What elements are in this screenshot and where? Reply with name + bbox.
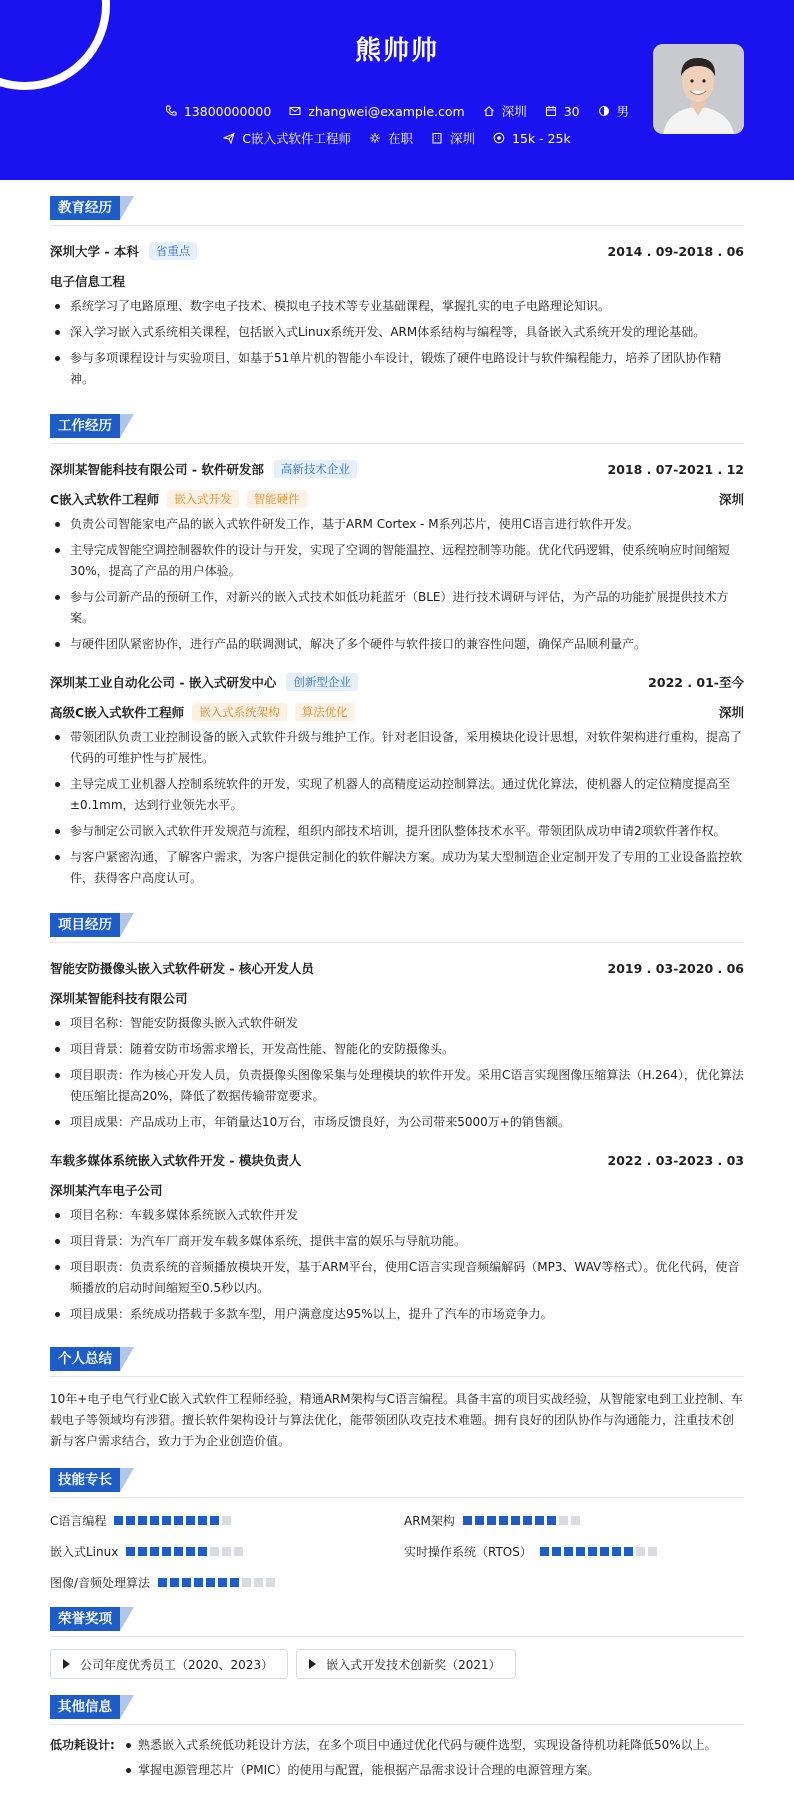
education-section (50, 196, 744, 390)
play-icon (63, 1659, 70, 1669)
award-item (50, 1649, 288, 1679)
skill-item (404, 1543, 744, 1560)
skill-level-filled (487, 1516, 496, 1525)
skill-item (50, 1512, 404, 1529)
company-tag: 高新技术企业 (274, 460, 357, 478)
skill-item (50, 1574, 404, 1591)
money-icon (493, 132, 505, 144)
list-item: 项目背景：为汽车厂商开发车载多媒体系统，提供丰富的娱乐与导航功能。 (50, 1231, 744, 1252)
list-item: 项目职责：负责系统的音频播放模块开发，基于ARM平台，使用C语言实现音频编解码（MP3、WAV等格式）。优化代码，使音频播放的启动时间缩短至0.5秒以内。 (50, 1257, 744, 1299)
list-item: 主导完成智能空调控制器软件的设计与开发，实现了空调的智能温控、远程控制等功能。优化代码逻辑，使系统响应时间缩短30%，提高了产品的用户体验。 (50, 540, 744, 582)
list-item: 与硬件团队紧密协作，进行产品的联调测试，解决了多个硬件与软件接口的兼容性问题，确保产品顺利量产。 (50, 634, 744, 655)
project-bullets (50, 1205, 744, 1325)
send-icon (223, 132, 235, 144)
school-tag: 省重点 (149, 242, 198, 260)
skill-level-filled (162, 1516, 171, 1525)
salary-item (493, 129, 571, 147)
skill-level-filled (576, 1547, 585, 1556)
education-major-row (50, 272, 744, 290)
skills-section (50, 1468, 744, 1591)
list-item: 项目职责：作为核心开发人员，负责摄像头图像采集与处理模块的软件开发。采用C语言实现图像压缩算法（H.264），优化算法使压缩比提高20%，降低了数据传输带宽要求。 (50, 1065, 744, 1107)
status-text: 在职 (387, 131, 413, 146)
project-bullets (50, 1013, 744, 1133)
skill-item (50, 1543, 404, 1560)
skill-name: C语言编程 (50, 1514, 107, 1528)
section-label: 项目经历 (50, 913, 120, 937)
skill-level-filled (564, 1547, 573, 1556)
work-city: 深圳 (718, 492, 744, 507)
email-item (289, 102, 464, 120)
salary-text: 15k - 25k (512, 130, 571, 146)
education-date: 2014 . 09-2018 . 06 (607, 243, 744, 259)
skill-level-filled (535, 1516, 544, 1525)
list-item: 项目背景：随着安防市场需求增长，开发高性能、智能化的安防摄像头。 (50, 1039, 744, 1060)
project-company: 深圳某智能科技有限公司 (50, 991, 188, 1006)
skill-name: 嵌入式Linux (50, 1545, 119, 1559)
project-entry-head (50, 1151, 744, 1169)
section-title-awards (50, 1607, 744, 1631)
work-bullets (50, 514, 744, 655)
school-name: 深圳大学 - 本科 (50, 244, 139, 259)
skill-level-filled (174, 1547, 183, 1556)
work-section (50, 414, 744, 889)
skill-level-empty (254, 1578, 263, 1587)
candidate-name: 熊帅帅 (354, 36, 439, 66)
work-bullets (50, 727, 744, 889)
skill-level-filled (186, 1516, 195, 1525)
skill-level-empty (636, 1547, 645, 1556)
phone-icon (165, 105, 177, 117)
skill-level-filled (499, 1516, 508, 1525)
award-text: 公司年度优秀员工（2020、2023） (80, 1657, 274, 1672)
skill-level-bar (158, 1578, 275, 1587)
skill-level-filled (150, 1516, 159, 1525)
skill-level-empty (559, 1516, 568, 1525)
skill-level-empty (222, 1547, 231, 1556)
award-text: 嵌入式开发技术创新奖（2021） (326, 1657, 501, 1672)
section-title-education (50, 196, 744, 220)
job-title: 高级C嵌入式软件工程师 (50, 705, 185, 720)
skill-level-filled (170, 1578, 179, 1587)
section-label: 其他信息 (50, 1695, 120, 1719)
section-title-work (50, 414, 744, 438)
work-title-row (50, 490, 744, 508)
other-key: 低功耗设计: (50, 1738, 115, 1752)
work-entry-head (50, 673, 744, 691)
skill-level-empty (210, 1547, 219, 1556)
skill-level-filled (162, 1547, 171, 1556)
section-label: 荣誉奖项 (50, 1607, 120, 1631)
skill-level-filled (174, 1516, 183, 1525)
skill-level-filled (126, 1547, 135, 1556)
list-item: 项目成果：系统成功搭载于多款车型，用户满意度达95%以上，提升了汽车的市场竞争力。 (50, 1304, 744, 1325)
position-text: C嵌入式软件工程师 (242, 131, 351, 146)
skill-level-filled (511, 1516, 520, 1525)
section-label: 工作经历 (50, 414, 120, 438)
list-item: 负责公司智能家电产品的嵌入式软件研发工作，基于ARM Cortex - M系列芯片，使用C语言进行软件开发。 (50, 514, 744, 535)
play-icon (309, 1659, 316, 1669)
work-date: 2022 . 01-至今 (648, 675, 744, 690)
list-item: 项目名称：智能安防摄像头嵌入式软件研发 (50, 1013, 744, 1034)
skill-level-filled (198, 1516, 207, 1525)
email-text: zhangwei@example.com (308, 103, 465, 119)
list-item: 主导完成工业机器人控制系统软件的开发，实现了机器人的高精度运动控制算法。通过优化算法，使机器人的定位精度提高至±0.1mm，达到行业领先水平。 (50, 774, 744, 816)
skill-level-empty (571, 1516, 580, 1525)
section-label: 个人总结 (50, 1347, 120, 1371)
summary-section (50, 1347, 744, 1452)
skill-level-empty (234, 1547, 243, 1556)
skill-level-bar (540, 1547, 657, 1556)
skill-level-filled (540, 1547, 549, 1556)
skill-level-filled (552, 1547, 561, 1556)
resume-header (0, 0, 794, 180)
work-city: 深圳 (718, 705, 744, 720)
skill-level-filled (475, 1516, 484, 1525)
building-icon (431, 132, 443, 144)
skill-level-filled (612, 1547, 621, 1556)
skill-level-empty (648, 1547, 657, 1556)
section-title-projects (50, 913, 744, 937)
calendar-icon (545, 105, 557, 117)
skill-level-filled (547, 1516, 556, 1525)
skill-level-filled (218, 1578, 227, 1587)
work-date: 2018 . 07-2021 . 12 (607, 461, 744, 477)
work-title-row (50, 703, 744, 721)
project-name: 智能安防摄像头嵌入式软件研发 - 核心开发人员 (50, 961, 314, 976)
list-item: 参与多项课程设计与实验项目，如基于51单片机的智能小车设计，锻炼了硬件电路设计与软件编程能力，培养了团队协作精神。 (50, 348, 744, 390)
project-date: 2019 . 03-2020 . 06 (607, 960, 744, 976)
education-entry-head (50, 242, 744, 260)
skill-level-empty (266, 1578, 275, 1587)
gender-item (598, 102, 630, 120)
company-name: 深圳某工业自动化公司 - 嵌入式研发中心 (50, 675, 277, 690)
project-company-row (50, 989, 744, 1007)
skill-item (404, 1512, 744, 1529)
age-item (545, 102, 580, 120)
skill-tag: 智能硬件 (247, 490, 307, 508)
project-company-row (50, 1181, 744, 1199)
gender-text: 男 (616, 104, 630, 119)
summary-text: 10年+电子电气行业C嵌入式软件工程师经验，精通ARM架构与C语言编程。具备丰富的项目实战经验，从智能家电到工业控制、车载电子等领域均有涉猎。擅长软件架构设计与算法优化，能带领团队攻克技术难题。拥有良好的团队协作与沟通能力，注重技术创新与客户需求结合，致力于为企业创造价值。 (50, 1392, 743, 1448)
mail-icon (289, 105, 301, 117)
skill-level-empty (242, 1578, 251, 1587)
skill-level-filled (523, 1516, 532, 1525)
skill-level-filled (588, 1547, 597, 1556)
job-title: C嵌入式软件工程师 (50, 492, 160, 507)
section-title-summary (50, 1347, 744, 1371)
list-item: 深入学习嵌入式系统相关课程，包括嵌入式Linux系统开发、ARM体系结构与编程等，具备嵌入式系统开发的理论基础。 (50, 322, 744, 343)
list-item: 项目名称：车载多媒体系统嵌入式软件开发 (50, 1205, 744, 1226)
skill-level-empty (222, 1516, 231, 1525)
project-company: 深圳某汽车电子公司 (50, 1183, 163, 1198)
skill-tag: 嵌入式开发 (167, 490, 239, 508)
city-item (483, 102, 527, 120)
resume-body (50, 180, 744, 1785)
list-item: 参与公司新产品的预研工作，对新兴的嵌入式技术如低功耗蓝牙（BLE）进行技术调研与评估，为产品的功能扩展提供技术方案。 (50, 587, 744, 629)
work-city-item (431, 129, 475, 147)
other-section (50, 1695, 744, 1785)
project-entry-head (50, 959, 744, 977)
list-item: 带领团队负责工业控制设备的嵌入式软件升级与维护工作。针对老旧设备，采用模块化设计思想，对软件架构进行重构，提高了代码的可维护性与扩展性。 (50, 727, 744, 769)
city-text: 深圳 (501, 104, 527, 119)
phone-item (165, 102, 271, 120)
skill-level-filled (206, 1578, 215, 1587)
skill-level-bar (463, 1516, 580, 1525)
skill-level-bar (114, 1516, 231, 1525)
skill-level-filled (126, 1516, 135, 1525)
list-item: 熟悉嵌入式系统低功耗设计方法，在多个项目中通过优化代码与硬件选型，实现设备待机功耗降低50%以上。 (120, 1735, 717, 1756)
skill-level-filled (186, 1547, 195, 1556)
section-label: 技能专长 (50, 1468, 120, 1492)
work-city-text: 深圳 (449, 131, 475, 146)
skill-level-filled (463, 1516, 472, 1525)
awards-list (50, 1649, 744, 1679)
skill-level-filled (150, 1547, 159, 1556)
work-entry-head (50, 460, 744, 478)
skill-tag: 嵌入式系统架构 (192, 703, 287, 721)
section-title-skills (50, 1468, 744, 1492)
award-item (296, 1649, 516, 1679)
age-text: 30 (563, 103, 580, 119)
skill-name: ARM架构 (404, 1514, 455, 1528)
skill-level-filled (230, 1578, 239, 1587)
list-item: 系统学习了电路原理、数字电子技术、模拟电子技术等专业基础课程，掌握扎实的电子电路理论知识。 (50, 296, 744, 317)
education-bullets (50, 296, 744, 390)
section-label: 教育经历 (50, 196, 120, 220)
position-item (223, 129, 351, 147)
list-item: 与客户紧密沟通，了解客户需求，为客户提供定制化的软件解决方案。成功为某大型制造企业定制开发了专用的工业设备监控软件，获得客户高度认可。 (50, 847, 744, 889)
other-info (50, 1735, 744, 1785)
skill-level-filled (600, 1547, 609, 1556)
major-name: 电子信息工程 (50, 274, 126, 289)
section-title-other (50, 1695, 744, 1719)
profile-photo (653, 44, 744, 134)
skill-level-filled (210, 1516, 219, 1525)
company-tag: 创新型企业 (286, 673, 358, 691)
list-item: 项目成果：产品成功上市，年销量达10万台，市场反馈良好，为公司带来5000万+的销售额。 (50, 1112, 744, 1133)
status-item (369, 129, 413, 147)
project-name: 车载多媒体系统嵌入式软件开发 - 模块负责人 (50, 1153, 302, 1168)
project-date: 2022 . 03-2023 . 03 (607, 1152, 744, 1168)
skill-level-bar (126, 1547, 243, 1556)
status-icon (369, 132, 381, 144)
other-list (120, 1735, 717, 1785)
company-name: 深圳某智能科技有限公司 - 软件研发部 (50, 462, 264, 477)
projects-section (50, 913, 744, 1325)
skill-level-filled (194, 1578, 203, 1587)
home-icon (483, 105, 495, 117)
list-item: 参与制定公司嵌入式软件开发规范与流程，组织内部技术培训，提升团队整体技术水平。带领团队成功申请2项软件著作权。 (50, 821, 744, 842)
gender-icon (598, 105, 610, 117)
list-item: 掌握电源管理芯片（PMIC）的使用与配置，能根据产品需求设计合理的电源管理方案。 (120, 1760, 717, 1781)
skill-name: 图像/音频处理算法 (50, 1576, 151, 1590)
skill-level-filled (114, 1516, 123, 1525)
skill-level-filled (198, 1547, 207, 1556)
skill-name: 实时操作系统（RTOS） (404, 1545, 532, 1559)
skill-level-filled (624, 1547, 633, 1556)
skills-grid (50, 1512, 744, 1591)
skill-tag: 算法优化 (295, 703, 355, 721)
phone-text: 13800000000 (183, 103, 272, 119)
skill-level-filled (158, 1578, 167, 1587)
awards-section (50, 1607, 744, 1679)
skill-level-filled (138, 1547, 147, 1556)
skill-level-filled (138, 1516, 147, 1525)
skill-level-filled (182, 1578, 191, 1587)
